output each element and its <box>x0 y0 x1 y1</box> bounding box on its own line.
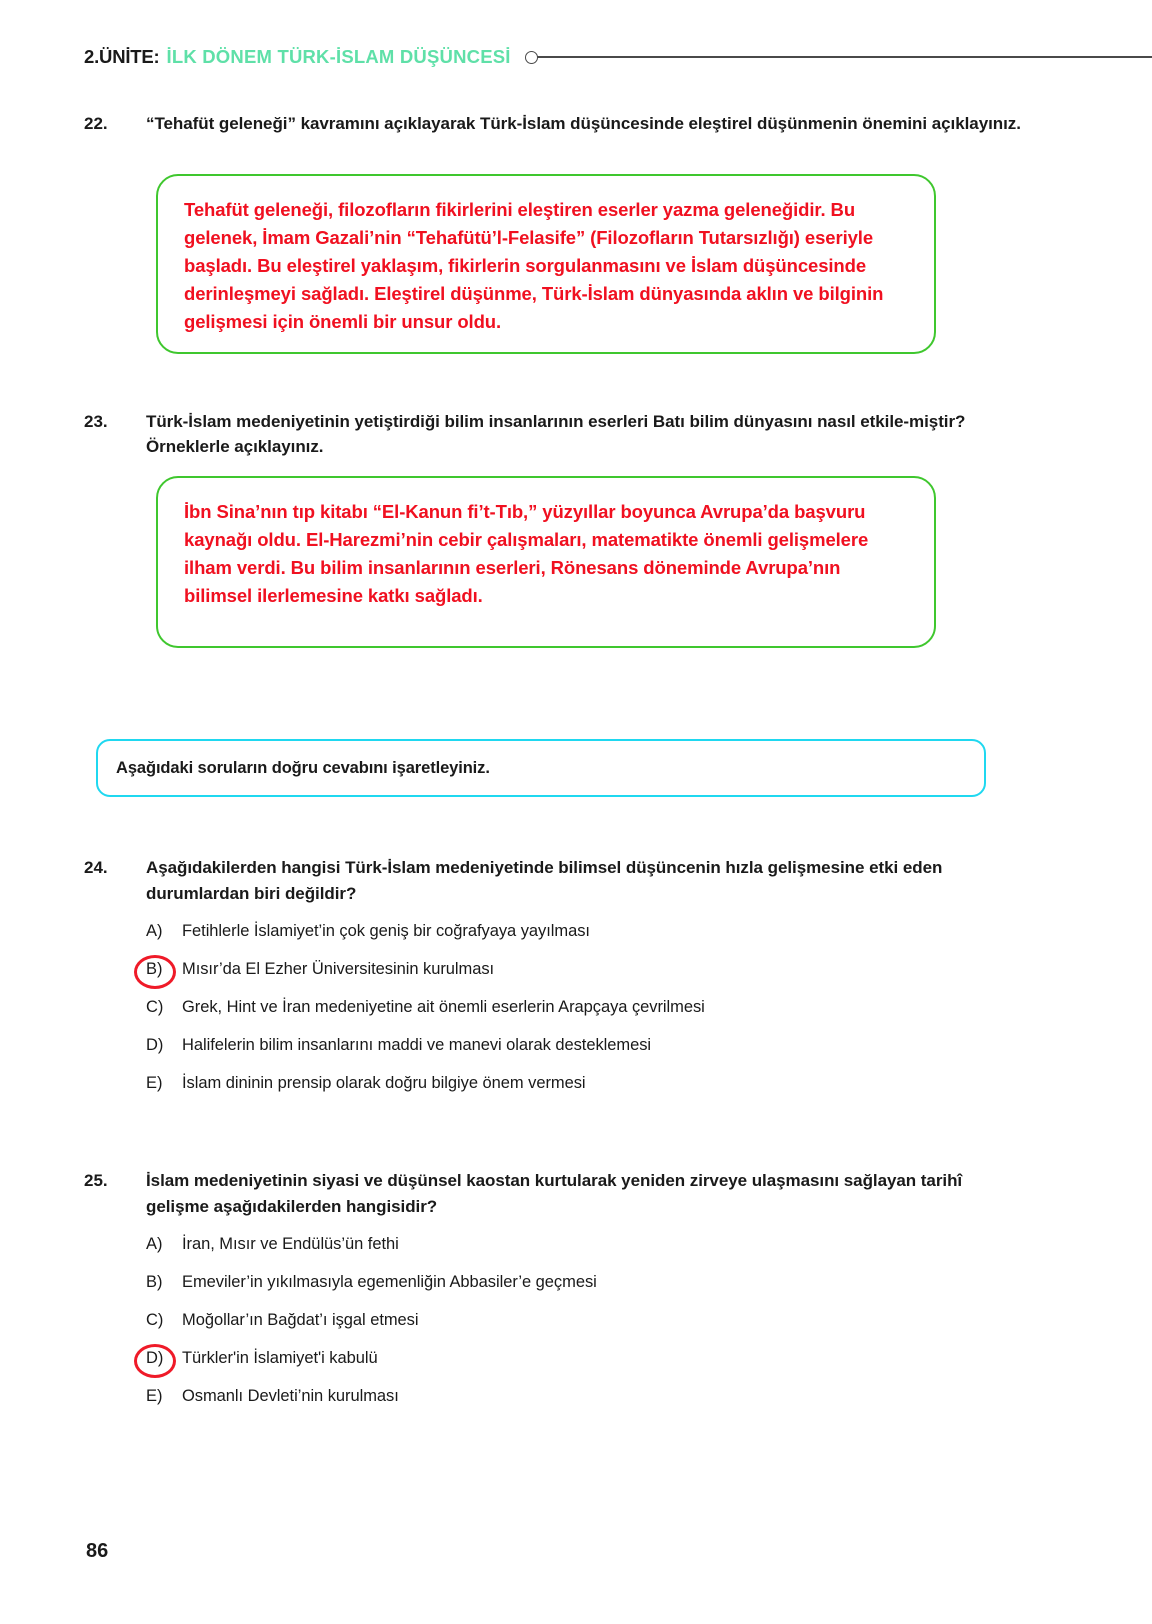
option-24-d-letter: D) <box>146 1036 164 1054</box>
instruction-text: Aşağıdaki soruların doğru cevabını işaretleyiniz. <box>116 758 490 777</box>
option-24-c-letter: C) <box>146 998 164 1016</box>
unit-label: 2.ÜNİTE: <box>84 46 160 67</box>
option-24-c[interactable] <box>146 998 1024 1036</box>
question-25-options <box>146 1235 1024 1425</box>
question-22 <box>84 112 1024 137</box>
unit-title: İLK DÖNEM TÜRK-İSLAM DÜŞÜNCESİ <box>166 46 511 67</box>
question-24-stem-part2: ? <box>345 883 357 903</box>
question-24-options <box>146 922 1024 1112</box>
question-25-number: 25. <box>84 1171 108 1190</box>
page-header <box>84 44 1152 70</box>
option-24-d-text: Halifelerin bilim insanlarını maddi ve manevi olarak desteklemesi <box>182 1036 652 1054</box>
option-25-e[interactable] <box>146 1387 1024 1425</box>
instruction-banner <box>96 739 986 797</box>
option-25-a-text: İran, Mısır ve Endülüs’ün fethi <box>182 1235 399 1253</box>
option-25-d-letter: D) <box>146 1349 164 1367</box>
option-24-e[interactable] <box>146 1074 1024 1112</box>
option-25-e-text: Osmanlı Devleti’nin kurulması <box>182 1387 399 1405</box>
option-24-a-letter: A) <box>146 922 163 940</box>
question-23-text: Türk-İslam medeniyetinin yetiştirdiği bilim insanlarının eserleri Batı bilim dünyasını nasıl etkile-miştir? Örneklerle açıklayınız. <box>146 412 966 456</box>
option-24-c-text: Grek, Hint ve İran medeniyetine ait önemli eserlerin Arapçaya çevrilmesi <box>182 998 705 1016</box>
question-24-number: 24. <box>84 858 108 877</box>
question-23-number: 23. <box>84 412 108 431</box>
question-24 <box>84 855 1024 1112</box>
option-25-a-letter: A) <box>146 1235 163 1253</box>
option-24-b[interactable] <box>146 960 1024 998</box>
option-24-d[interactable] <box>146 1036 1024 1074</box>
question-23 <box>84 410 1024 460</box>
option-24-e-text: İslam dininin prensip olarak doğru bilgiye önem vermesi <box>182 1074 586 1092</box>
option-25-c-text: Moğollar’ın Bağdat’ı işgal etmesi <box>182 1311 419 1329</box>
question-25 <box>84 1168 1024 1425</box>
answer-text-23: İbn Sina’nın tıp kitabı “El-Kanun fi’t-Tıb,” yüzyıllar boyunca Avrupa’da başvuru kaynağı oldu. El-Harezmi’nin cebir çalışmaları, matematikte önemli gelişmelere ilham verdi. Bu bilim insanlarının eserleri, Rönesans döneminde Avrupa’nın bilimsel ilerlemesine katkı sağladı. <box>184 501 869 607</box>
option-24-b-text: Mısır’da El Ezher Üniversitesinin kurulması <box>182 960 495 978</box>
page-number: 86 <box>86 1540 109 1562</box>
option-25-b[interactable] <box>146 1273 1024 1311</box>
question-25-stem: İslam medeniyetinin siyasi ve düşünsel kaostan kurtularak yeniden zirveye ulaşmasını sağlayan tarihî gelişme aşağıdakilerden hangisidir? <box>146 1171 963 1216</box>
option-24-e-letter: E) <box>146 1074 163 1092</box>
option-25-c-letter: C) <box>146 1311 164 1329</box>
answer-text-22: Tehafüt geleneği, filozofların fikirlerini eleştiren eserler yazma geleneğidir. Bu gelenek, İmam Gazali’nin “Tehafütü’l-Felasife” (Filozofların Tutarsızlığı) eseriyle başladı. Bu eleştirel yaklaşım, fikirlerin sorgulanmasını ve İslam düşüncesinde derinleşmeyi sağladı. Eleştirel düşünme, Türk-İslam dünyasında aklın ve bilginin gelişmesi için önemli bir unsur oldu. <box>184 199 884 333</box>
option-25-b-text: Emeviler’in yıkılmasıyla egemenliğin Abbasiler’e geçmesi <box>182 1273 597 1291</box>
option-25-a[interactable] <box>146 1235 1024 1273</box>
header-divider <box>537 56 1152 58</box>
option-25-e-letter: E) <box>146 1387 163 1405</box>
option-25-c[interactable] <box>146 1311 1024 1349</box>
question-22-number: 22. <box>84 114 108 133</box>
question-24-stem-part1: Aşağıdakilerden hangisi Türk-İslam medeniyetinde bilimsel düşüncenin hızla gelişmesine etki eden durumlardan biri <box>146 858 943 903</box>
answer-box-22[interactable] <box>156 174 936 354</box>
option-24-b-letter: B) <box>146 960 163 978</box>
answer-box-23[interactable] <box>156 476 936 648</box>
option-25-d[interactable] <box>146 1349 1024 1387</box>
option-24-a-text: Fetihlerle İslamiyet’in çok geniş bir coğrafyaya yayılması <box>182 922 590 940</box>
option-25-d-text: Türkler'in İslamiyet'i kabulü <box>182 1349 378 1367</box>
question-24-stem-emphasis: değildir <box>284 883 346 903</box>
question-22-text: “Tehafüt geleneği” kavramını açıklayarak Türk-İslam düşüncesinde eleştirel düşünmenin önemini açıklayınız. <box>146 114 1021 133</box>
question-24-stem <box>146 855 1024 906</box>
option-25-b-letter: B) <box>146 1273 163 1291</box>
option-24-a[interactable] <box>146 922 1024 960</box>
